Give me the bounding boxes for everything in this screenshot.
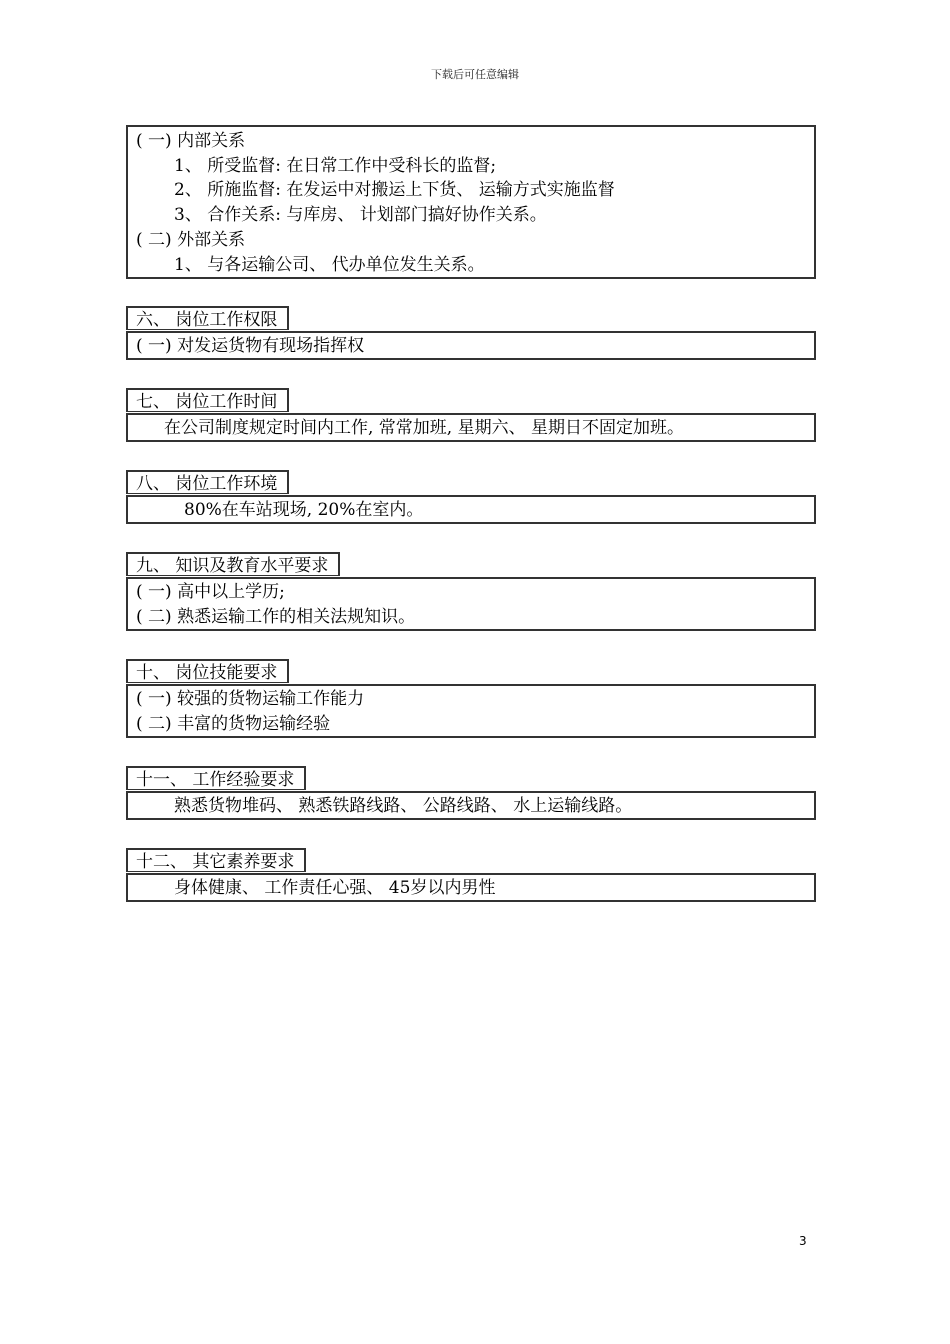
- section-line: 身体健康、 工作责任心强、 45岁以内男性: [174, 878, 496, 898]
- section-title-environment: 八、 岗位工作环境: [126, 470, 289, 494]
- external-relation-item: 1、 与各运输公司、 代办单位发生关系。: [174, 255, 485, 275]
- page-number: 3: [799, 1234, 807, 1248]
- section-line: ( 一) 较强的货物运输工作能力: [136, 689, 365, 709]
- internal-relation-item: 3、 合作关系: 与库房、 计划部门搞好协作关系。: [174, 205, 547, 225]
- section-line: ( 一) 对发运货物有现场指挥权: [136, 336, 365, 356]
- section-line: ( 一) 高中以上学历;: [136, 582, 285, 602]
- section-title-qualities: 十二、 其它素养要求: [126, 848, 306, 872]
- section-title-skills: 十、 岗位技能要求: [126, 659, 289, 683]
- section-line: 熟悉货物堆码、 熟悉铁路线路、 公路线路、 水上运输线路。: [174, 796, 633, 816]
- section-body-qualities: [126, 873, 816, 902]
- relations-box: [126, 125, 816, 279]
- internal-relation-item: 1、 所受监督: 在日常工作中受科长的监督;: [174, 156, 497, 176]
- section-line: ( 二) 丰富的货物运输经验: [136, 714, 331, 734]
- section-title-authority: 六、 岗位工作权限: [126, 306, 289, 330]
- section-title-experience: 十一、 工作经验要求: [126, 766, 306, 790]
- section-body-education: [126, 577, 816, 631]
- section-body-environment: [126, 495, 816, 524]
- section-body-skills: [126, 684, 816, 738]
- section-line: ( 二) 熟悉运输工作的相关法规知识。: [136, 607, 416, 627]
- header-note: 下载后可任意编辑: [431, 68, 519, 81]
- section-title-education: 九、 知识及教育水平要求: [126, 552, 340, 576]
- section-body-experience: [126, 791, 816, 820]
- section-line: 80%在车站现场, 20%在室内。: [184, 500, 424, 520]
- section-body-work-time: [126, 413, 816, 442]
- internal-relation-item: 2、 所施监督: 在发运中对搬运上下货、 运输方式实施监督: [174, 180, 615, 200]
- section-title-work-time: 七、 岗位工作时间: [126, 388, 289, 412]
- section-line: 在公司制度规定时间内工作, 常常加班, 星期六、 星期日不固定加班。: [164, 418, 685, 438]
- section-body-authority: [126, 331, 816, 360]
- external-relations-title: ( 二) 外部关系: [136, 230, 246, 250]
- internal-relations-title: ( 一) 内部关系: [136, 131, 246, 151]
